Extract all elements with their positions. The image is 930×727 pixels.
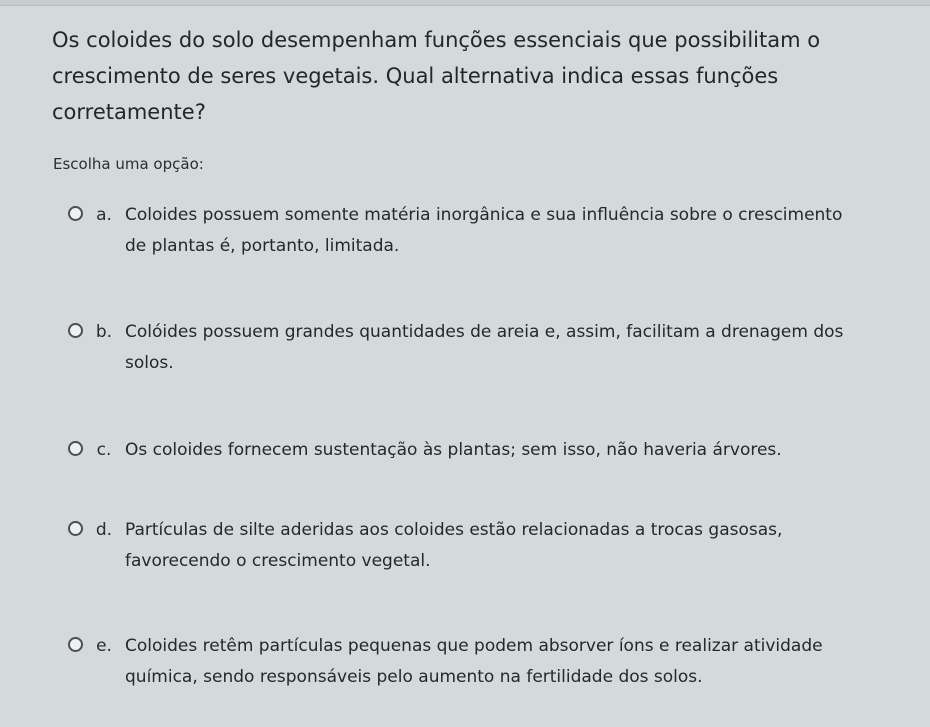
option-a[interactable]	[68, 200, 888, 262]
radio-button[interactable]	[68, 206, 83, 221]
radio-button[interactable]	[68, 441, 83, 456]
option-letter: b.	[95, 322, 113, 342]
top-divider	[0, 0, 930, 6]
option-c[interactable]	[68, 435, 888, 466]
radio-button[interactable]	[68, 637, 83, 652]
option-letter: c.	[96, 440, 112, 460]
radio-button[interactable]	[68, 521, 83, 536]
option-text[interactable]: Partículas de silte aderidas aos coloides estão relacionadas a trocas gasosas, favorecendo o crescimento vegetal.	[125, 520, 783, 571]
option-text[interactable]: Os coloides fornecem sustentação às plantas; sem isso, não haveria árvores.	[125, 440, 782, 460]
question-text: Os coloides do solo desempenham funções essenciais que possibilitam o crescimento de seres vegetais. Qual alternativa indica essas funções corretamente?	[52, 28, 821, 124]
option-letter: e.	[96, 636, 112, 656]
option-letter: a.	[96, 205, 112, 225]
option-text[interactable]: Coloides retêm partículas pequenas que podem absorver íons e realizar atividade química, sendo responsáveis pelo aumento na fertilidade dos solos.	[125, 636, 823, 687]
option-e[interactable]	[68, 631, 888, 693]
option-text[interactable]: Coloides possuem somente matéria inorgânica e sua influência sobre o crescimento de plantas é, portanto, limitada.	[125, 205, 843, 256]
option-letter: d.	[95, 520, 113, 540]
radio-button[interactable]	[68, 323, 83, 338]
choose-option-label: Escolha uma opção:	[53, 155, 204, 173]
option-b[interactable]	[68, 317, 888, 379]
option-d[interactable]	[68, 515, 888, 577]
option-text[interactable]: Colóides possuem grandes quantidades de areia e, assim, facilitam a drenagem dos solos.	[125, 322, 844, 373]
